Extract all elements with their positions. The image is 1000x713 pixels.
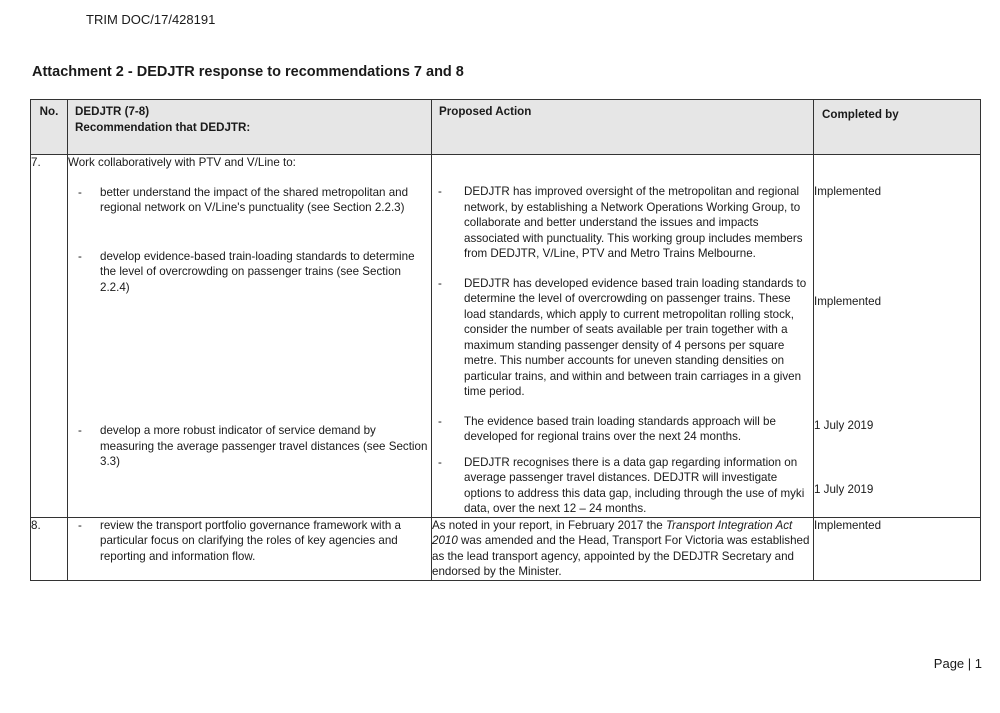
row-number: 8. — [31, 517, 68, 580]
list-item: - DEDJTR has improved oversight of the metropolitan and regional network, by establishing a Network Operations Working Group, to collaborate and better understand the issues and impacts associated with punctuality. This working group includes members from DEDJTR, V/Line, PTV and Metro Trains Melbourne. — [432, 184, 813, 262]
bullet-dash: - — [78, 249, 82, 263]
completed-value: 1 July 2019 — [814, 419, 874, 432]
completed-value: Implemented — [814, 185, 882, 198]
bullet-dash: - — [78, 518, 82, 532]
bullet-dash: - — [78, 185, 82, 199]
action-cell — [432, 155, 814, 518]
list-item: - DEDJTR recognises there is a data gap regarding information on average passenger travel distances. DEDJTR will investigate options to address this data gap, including through the use of myki data, over the next 12 – 24 months. — [432, 455, 813, 517]
bullet-dash: - — [438, 185, 442, 198]
row-number: 7. — [31, 155, 68, 518]
bullet-dash: - — [78, 424, 82, 437]
completed-value: Implemented — [814, 294, 882, 308]
table-header-row — [31, 100, 981, 155]
act-name: Transport Integration Act 2010 — [432, 518, 793, 547]
completed-value: 1 July 2019 — [814, 482, 874, 496]
table-row — [31, 517, 981, 580]
header-no: No. — [31, 100, 68, 155]
list-item: - DEDJTR has developed evidence based train loading standards to determine the level of overcrowding on passenger trains. These load standards, which apply to current metropolitan rolling stock, consider the number of seats available per train together with a maximum standing passenger density of 4 persons per square metre. This number accounts for uneven standing densities on particular trains, and within and between train carriages in a given time period. — [432, 276, 813, 400]
recommendation-cell — [68, 155, 432, 518]
header-action: Proposed Action — [432, 100, 814, 155]
header-recommendation — [68, 100, 432, 155]
page-number: Page | 1 — [933, 656, 982, 671]
list-item: - review the transport portfolio governance framework with a particular focus on clarifying the roles of key agencies and reporting and information flow. — [68, 518, 431, 565]
bullet-dash: - — [438, 455, 442, 469]
header-rec-subtitle: Recommendation that DEDJTR: — [75, 120, 251, 134]
document-title: Attachment 2 - DEDJTR response to recommendations 7 and 8 — [32, 64, 464, 80]
header-rec-title: DEDJTR (7-8) — [75, 105, 150, 118]
list-item: - develop a more robust indicator of service demand by measuring the average passenger travel distances (see Section 3.3) — [68, 423, 431, 470]
document-reference: TRIM DOC/17/428191 — [86, 12, 216, 27]
list-item: - better understand the impact of the shared metropolitan and regional network on V/Line's punctuality (see Section 2.2.3) — [68, 185, 431, 216]
completed-cell — [814, 155, 981, 518]
list-item: - The evidence based train loading standards approach will be developed for regional trains over the next 24 months. — [432, 414, 813, 445]
list-item: - develop evidence-based train-loading standards to determine the level of overcrowding on passenger trains (see Section 2.2.4) — [68, 249, 431, 296]
recommendations-table — [30, 99, 981, 581]
recommendation-cell — [68, 517, 432, 580]
header-completed: Completed by — [814, 100, 981, 155]
completed-cell — [814, 517, 981, 580]
recommendation-intro: Work collaboratively with PTV and V/Line to: — [68, 156, 296, 169]
action-cell: As noted in your report, in February 2017 the Transport Integration Act 2010 was amended and the Head, Transport For Victoria was established as the lead transport agency, appointed by the DEDJTR Secretary and endorsed by the Minister. — [432, 517, 814, 580]
bullet-dash: - — [438, 276, 442, 290]
bullet-dash: - — [438, 414, 442, 428]
table-row — [31, 155, 981, 518]
completed-value: Implemented — [814, 518, 882, 532]
